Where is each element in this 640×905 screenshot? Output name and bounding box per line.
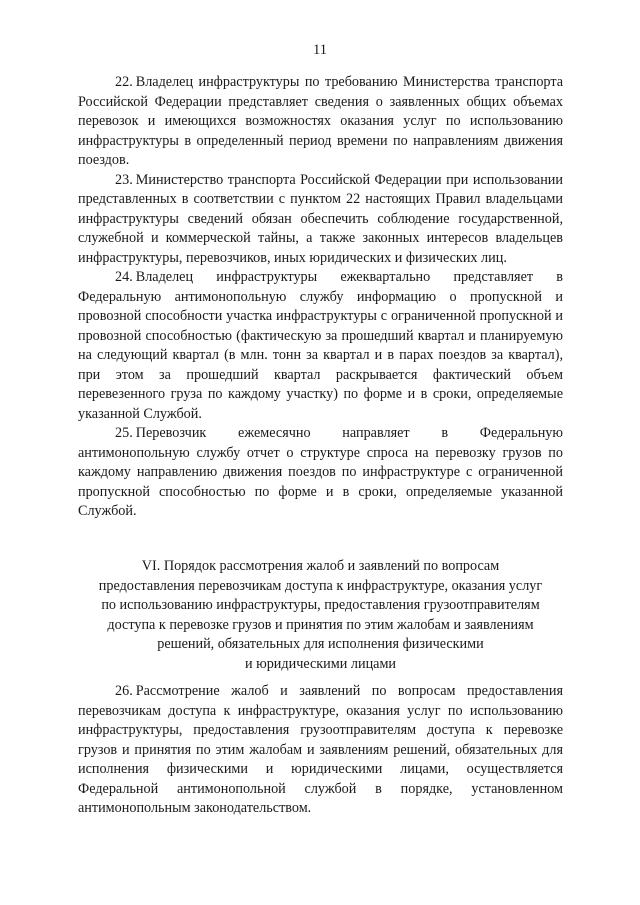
paragraph-number: 26. — [115, 683, 133, 699]
paragraph-number: 22. — [115, 74, 133, 90]
section-heading-line: предоставления перевозчикам доступа к инфраструктуре, оказания услуг — [98, 577, 543, 594]
paragraph-number: 25. — [115, 425, 133, 441]
paragraph-text: Министерство транспорта Российской Федерации при использовании представленных в соответствии с пунктом 22 настоящих Правил владельцами инфраструктуры сведений обязан обеспечить соблюдение государственной, служебной и коммерческой тайны, а также законных интересов владельцев инфраструктуры, перевозчиков, иных юридических и физических лиц. — [78, 171, 563, 266]
body-text-top — [78, 73, 563, 522]
section-heading-line: доступа к перевозке грузов и принятия по этим жалобам и заявлениям — [107, 616, 534, 633]
paragraph-text: Владелец инфраструктуры по требованию Министерства транспорта Российской Федерации представляет сведения о заявленных общих объемах перевозок и имеющихся возможностях оказания услуг по использованию инфраструктуры в определенный период времени по направлениям движения поездов. — [78, 74, 563, 168]
paragraph-number: 24. — [115, 269, 133, 285]
paragraph-22 — [78, 73, 563, 171]
section-heading-line: и юридическими лицами — [244, 655, 397, 672]
paragraph-number: 23. — [115, 171, 133, 188]
body-text-bottom — [78, 682, 563, 819]
paragraph-text: Рассмотрение жалоб и заявлений по вопросам предоставления перевозчикам доступа к инфраструктуре, оказания услуг по использованию инфраструктуры, предоставления грузоотправителям доступа к перевозке грузов и принятия по этим жалобам и заявлениям решений, обязательных для исполнения физическими и юридическими лицами, осуществляется Федеральной антимонопольной службой в порядке, установленном антимонопольным законодательством. — [78, 683, 563, 816]
paragraph-24 — [78, 268, 563, 424]
paragraph-26 — [78, 682, 563, 819]
section-heading — [78, 557, 563, 674]
paragraph-23 — [78, 171, 563, 269]
section-heading-line: по использованию инфраструктуры, предоставления грузоотправителям — [101, 597, 540, 613]
section-heading-line: решений, обязательных для исполнения физическими — [157, 636, 484, 652]
section-heading-line: VI. Порядок рассмотрения жалоб и заявлений по вопросам — [141, 558, 500, 574]
paragraph-text: Владелец инфраструктуры ежеквартально представляет в Федеральную антимонопольную службу информацию о пропускной и провозной способности участка инфраструктуры с ограниченной пропускной и провозной способностью (фактическую за прошедший квартал и планируемую на следующий квартал (в млн. тонн за квартал и в парах поездов за квартал), при этом за прошедший квартал раскрывается фактический объем перевезенного груза по каждому участку) по форме и в сроки, определяемые указанной Службой. — [78, 269, 563, 422]
page-number: 11 — [313, 42, 327, 58]
paragraph-text: Перевозчик ежемесячно направляет в Федеральную антимонопольную службу отчет о структуре спроса на перевозку грузов по каждому направлению движения поездов по инфраструктуре с ограниченной пропускной способностью по форме и в сроки, определяемые указанной Службой. — [78, 425, 563, 519]
paragraph-25 — [78, 424, 563, 522]
